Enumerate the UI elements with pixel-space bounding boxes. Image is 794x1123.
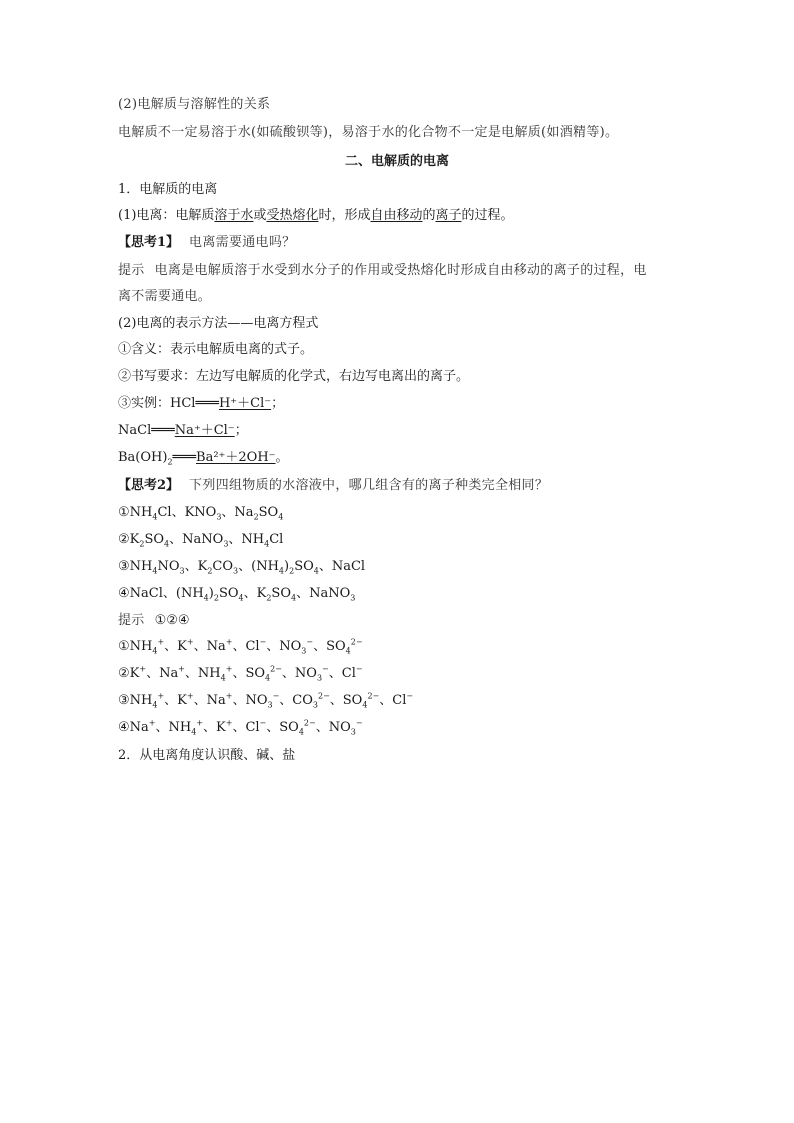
think1-question	[118, 234, 295, 252]
example-hcl-lhs: ③实例：HCl	[118, 396, 196, 411]
answer1-text-1: 电离是电解质溶于水受到水分子的作用或受热熔化时形成自由移动的离子的过程，电	[154, 263, 647, 278]
answer1-line2: 离不需要通电。	[118, 289, 212, 304]
option-3: $③NH_4NO_3$、$K_2CO_3$、$(NH_4)_2SO_4$、NaCl	[118, 559, 366, 576]
equation-writing-rule: ②书写要求：左边写电解质的化学式，右边写电离出的离子。	[118, 369, 470, 384]
equation-meaning: ①含义：表示电解质电离的式子。	[118, 342, 314, 357]
ions-option-1: $①NH_4^+$、K+、Na+、Cl−、$NO_3^-$、$SO_4^{2-}$	[118, 637, 363, 656]
example-baoh2-rhs: Ba²⁺＋2OH⁻	[196, 450, 276, 465]
period: 。	[275, 450, 289, 465]
equals-sign: ═══	[195, 396, 219, 411]
ions-1-marker: ①	[118, 639, 130, 654]
def-text-c: 时，形成	[318, 208, 371, 223]
example-hcl-rhs: H⁺＋Cl⁻	[218, 396, 272, 411]
item-heading-acid-base-salt: 2．从电离角度认识酸、碱、盐	[118, 748, 296, 763]
ionization-equation-heading: (2)电离的表示方法——电离方程式	[118, 316, 319, 331]
ions-option-4: ④Na+、$NH_4^+$、K+、Cl−、$SO_4^{2-}$、$NO_3^-$	[118, 718, 363, 737]
ions-option-3: $③NH_4^+$、K+、Na+、$NO_3^-$、$CO_3^{2-}$、$SO_4^{2-}$、Cl−	[118, 691, 414, 710]
def-blank-melt: 受热熔化	[266, 208, 319, 223]
semicolon: ；	[271, 396, 285, 411]
def-blank-free-moving: 自由移动	[370, 208, 423, 223]
answer1-line1	[118, 262, 647, 280]
option-4-marker: ④	[118, 586, 130, 601]
ions-option-2: ②K+、Na+、$NH_4^+$、$SO_4^{2-}$、$NO_3^-$、Cl−	[118, 664, 363, 683]
paragraph-solubility-relation: 电解质不一定易溶于水(如硫酸钡等)，易溶于水的化合物不一定是电解质(如酒精等)。	[118, 125, 619, 140]
ions-3-marker: ③	[118, 693, 130, 708]
answer2-label: 提示	[118, 613, 145, 628]
def-blank-ions: 离子	[435, 208, 462, 223]
example-baoh2: $Ba(OH)_2═══Ba^{2+}+2OH^-$。	[118, 450, 289, 467]
example-nacl-lhs: NaCl	[118, 423, 152, 438]
answer1-label: 提示	[118, 263, 145, 278]
def-blank-dissolve: 溶于水	[214, 208, 254, 223]
option-2-marker: ②	[118, 532, 130, 547]
answer2	[118, 612, 190, 630]
answer2-value: ①②④	[154, 613, 190, 628]
think1-text: 电离需要通电吗？	[189, 235, 296, 250]
item-heading-ionization: 1．电解质的电离	[118, 182, 218, 197]
think2-text: 下列四组物质的水溶液中，哪几组含有的离子种类完全相同？	[189, 478, 549, 493]
heading-electrolyte-solubility: (2)电解质与溶解性的关系	[118, 97, 271, 112]
semicolon: ；	[234, 423, 248, 438]
def-text-d: 的	[422, 208, 436, 223]
option-4: ④NaCl、$(NH_4)_2SO_4$、$K_2SO_4$、NaNO$_3$	[118, 586, 356, 603]
ions-2-marker: ②	[118, 666, 130, 681]
def-text-b: 或	[253, 208, 267, 223]
example-hcl	[118, 395, 284, 413]
option-3-marker: ③	[118, 559, 130, 574]
equals-sign: ═══	[172, 450, 197, 465]
ionization-definition	[118, 207, 514, 225]
think2-tag: 【思考2】	[118, 478, 180, 493]
example-nacl-rhs: Na⁺＋Cl⁻	[174, 423, 235, 438]
def-text-a: (1)电离：电解质	[118, 208, 215, 223]
option-1: $①NH_4Cl$、$KNO_3$、$Na_2SO_4$	[118, 505, 284, 522]
think2-question	[118, 477, 548, 495]
equals-sign: ═══	[151, 423, 175, 438]
example-nacl	[118, 422, 248, 440]
option-1-marker: ①	[118, 505, 130, 520]
option-2: $②K_2SO_4$、NaNO$_3$、$NH_4Cl$	[118, 532, 284, 549]
section-title: 二、电解质的电离	[344, 154, 449, 169]
def-text-e: 的过程。	[461, 208, 514, 223]
ions-4-marker: ④	[118, 720, 130, 735]
think1-tag: 【思考1】	[118, 235, 180, 250]
